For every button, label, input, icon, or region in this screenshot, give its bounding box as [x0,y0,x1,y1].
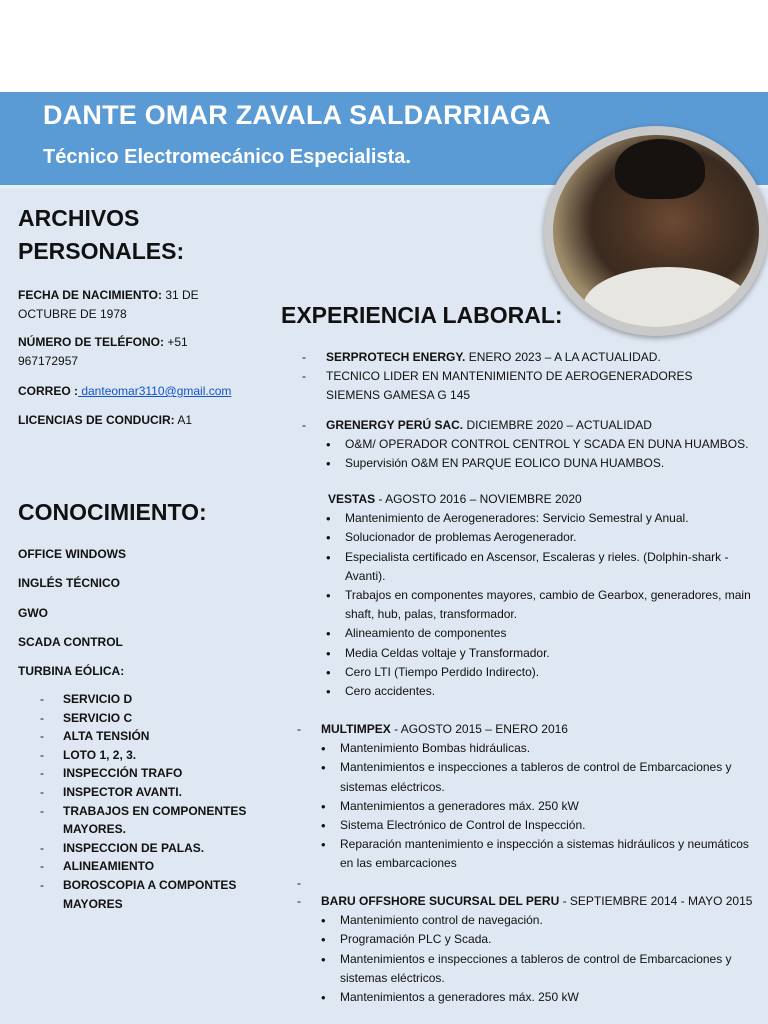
job-multimpex [297,720,759,893]
job-task: • Mantenimientos a generadores máx. 250 kW [321,988,759,1007]
turbine-skill: - SERVICIO C [40,709,250,728]
profile-photo [553,135,759,327]
job-task: • Programación PLC y Scada. [321,930,759,949]
turbine-skill: - INSPECCIÓN TRAFO [40,764,250,783]
job-vestas [302,490,752,701]
turbine-skill: - SERVICIO D [40,690,250,709]
job-task: • Alineamiento de componentes [326,624,752,643]
experience-heading: EXPERIENCIA LABORAL: [281,302,563,328]
job-header: - BARU OFFSHORE SUCURSAL DEL PERU - SEPTIEMBRE 2014 - MAYO 2015 [297,892,759,911]
separator-dash [297,874,759,893]
knowledge-item: OFFICE WINDOWS [18,547,126,561]
turbine-skill: - BOROSCOPIA A COMPONTES MAYORES [40,876,250,913]
job-task: • Mantenimientos e inspecciones a tableros de control de Embarcaciones y sistemas eléctricos. [321,950,759,988]
job-task: • O&M/ OPERADOR CONTROL CENTROL Y SCADA EN DUNA HUAMBOS. [326,435,752,454]
knowledge-item: SCADA CONTROL [18,635,123,649]
knowledge-item: INGLÉS TÉCNICO [18,576,121,590]
knowledge-item: GWO [18,606,48,620]
turbine-skill: - ALINEAMIENTO [40,857,250,876]
job-task: • Cero accidentes. [326,682,752,701]
phone-number: NÚMERO DE TELÉFONO: +51 967172957 [18,335,188,368]
job-task: • Mantenimientos a generadores máx. 250 kW [321,797,759,816]
turbine-skill: - INSPECCION DE PALAS. [40,839,250,858]
profile-photo-frame [544,126,768,336]
job-task: • Reparación mantenimiento e inspección a sistemas hidráulicos y neumáticos en las embarcaciones [321,835,759,873]
candidate-name: DANTE OMAR ZAVALA SALDARRIAGA [43,100,551,130]
job-task: • Mantenimiento Bombas hidráulicas. [321,739,759,758]
job-header: - MULTIMPEX - AGOSTO 2015 – ENERO 2016 [297,720,759,739]
job-task: • Mantenimiento de Aerogeneradores: Servicio Semestral y Anual. [326,509,752,528]
candidate-title: Técnico Electromecánico Especialista. [43,146,411,168]
job-role: - TECNICO LIDER EN MANTENIMIENTO DE AEROGENERADORES SIEMENS GAMESA G 145 [302,367,742,405]
turbine-skill: - INSPECTOR AVANTI. [40,783,250,802]
job-task: • Mantenimiento control de navegación. [321,911,759,930]
job-grenergy [302,416,752,474]
job-task: • Sistema Electrónico de Control de Inspección. [321,816,759,835]
job-serprotech [302,348,742,406]
job-task: • Trabajos en componentes mayores, cambio de Gearbox, generadores, main shaft, hub, palas, transformador. [326,586,752,624]
job-task: • Supervisión O&M EN PARQUE EOLICO DUNA HUAMBOS. [326,454,752,473]
turbine-skills-list [40,690,250,913]
job-task: • Mantenimientos e inspecciones a tableros de control de Embarcaciones y sistemas eléctricos. [321,758,759,796]
personal-heading: ARCHIVOS PERSONALES: [18,205,185,265]
email-link[interactable]: danteomar3110@gmail.com [78,384,232,398]
knowledge-heading: CONOCIMIENTO: [18,499,207,525]
turbine-skill: - LOTO 1, 2, 3. [40,746,250,765]
turbine-skill: - ALTA TENSIÓN [40,727,250,746]
job-task: • Solucionador de problemas Aerogenerador. [326,528,752,547]
knowledge-item: TURBINA EÓLICA: [18,664,125,678]
job-task: • Especialista certificado en Ascensor, Escaleras y rieles. (Dolphin-shark - Avanti). [326,548,752,586]
birth-date: FECHA DE NACIMIENTO: 31 DE OCTUBRE DE 1978 [18,288,199,321]
job-baru [297,892,759,1007]
job-task: • Media Celdas voltaje y Transformador. [326,644,752,663]
job-header: - SERPROTECH ENERGY. ENERO 2023 – A LA ACTUALIDAD. [302,348,742,367]
job-task: • Cero LTI (Tiempo Perdido Indirecto). [326,663,752,682]
turbine-skill: - TRABAJOS EN COMPONENTES MAYORES. [40,802,250,839]
email: CORREO : danteomar3110@gmail.com [18,384,232,398]
driver-license: LICENCIAS DE CONDUCIR: A1 [18,413,193,427]
job-header: VESTAS - AGOSTO 2016 – NOVIEMBRE 2020 [328,492,582,506]
job-header: - GRENERGY PERÚ SAC. DICIEMBRE 2020 – ACTUALIDAD [302,416,752,435]
